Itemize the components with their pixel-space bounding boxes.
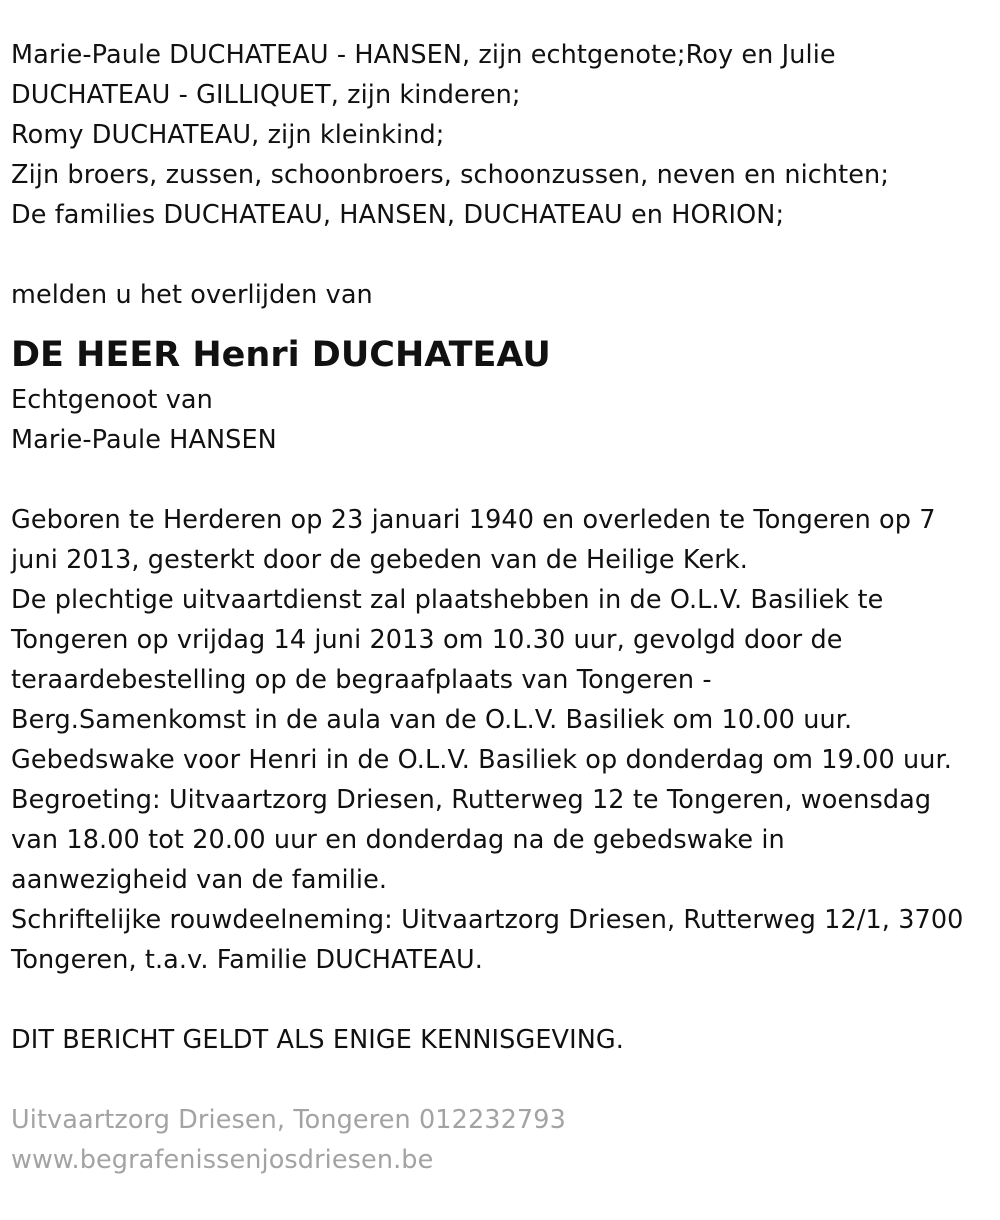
family-line: De families DUCHATEAU, HANSEN, DUCHATEAU en HORION; xyxy=(11,200,785,230)
deceased-name: DE HEER Henri DUCHATEAU xyxy=(11,335,551,375)
detail-line: Berg.Samenkomst in de aula van de O.L.V. Basiliek om 10.00 uur. xyxy=(11,705,853,735)
family-list xyxy=(11,35,996,235)
detail-line: Tongeren, t.a.v. Familie DUCHATEAU. xyxy=(11,945,484,975)
family-line: Zijn broers, zussen, schoonbroers, schoonzussen, neven en nichten; xyxy=(11,160,890,190)
detail-line: Gebedswake voor Henri in de O.L.V. Basiliek op donderdag om 19.00 uur. xyxy=(11,745,952,775)
spacer xyxy=(11,1060,996,1100)
spacer xyxy=(11,980,996,1020)
footer-company: Uitvaartzorg Driesen, Tongeren 012232793 xyxy=(11,1105,566,1135)
detail-line: juni 2013, gesterkt door de gebeden van de Heilige Kerk. xyxy=(11,545,748,575)
detail-line: Tongeren op vrijdag 14 juni 2013 om 10.30 uur, gevolgd door de xyxy=(11,625,843,655)
obituary-notice xyxy=(11,35,996,1180)
intro-text: melden u het overlijden van xyxy=(11,280,373,310)
detail-line: Begroeting: Uitvaartzorg Driesen, Rutterweg 12 te Tongeren, woensdag xyxy=(11,785,932,815)
spouse-name: Marie-Paule HANSEN xyxy=(11,425,277,455)
spacer xyxy=(11,460,996,500)
family-line: Marie-Paule DUCHATEAU - HANSEN, zijn echtgenote;Roy en Julie xyxy=(11,40,836,70)
detail-line: Schriftelijke rouwdeelneming: Uitvaartzorg Driesen, Rutterweg 12/1, 3700 xyxy=(11,905,964,935)
spacer xyxy=(11,235,996,275)
detail-line: Geboren te Herderen op 23 januari 1940 en overleden te Tongeren op 7 xyxy=(11,505,936,535)
detail-line: van 18.00 tot 20.00 uur en donderdag na de gebedswake in xyxy=(11,825,785,855)
footer-website: www.begrafenissenjosdriesen.be xyxy=(11,1145,434,1175)
footer xyxy=(11,1100,996,1180)
family-line: DUCHATEAU - GILLIQUET, zijn kinderen; xyxy=(11,80,521,110)
family-line: Romy DUCHATEAU, zijn kleinkind; xyxy=(11,120,445,150)
detail-line: aanwezigheid van de familie. xyxy=(11,865,388,895)
details-text xyxy=(11,500,996,980)
notice-text: DIT BERICHT GELDT ALS ENIGE KENNISGEVING. xyxy=(11,1025,624,1055)
detail-line: teraardebestelling op de begraafplaats van Tongeren - xyxy=(11,665,712,695)
relation-text: Echtgenoot van xyxy=(11,385,213,415)
detail-line: De plechtige uitvaartdienst zal plaatshebben in de O.L.V. Basiliek te xyxy=(11,585,884,615)
